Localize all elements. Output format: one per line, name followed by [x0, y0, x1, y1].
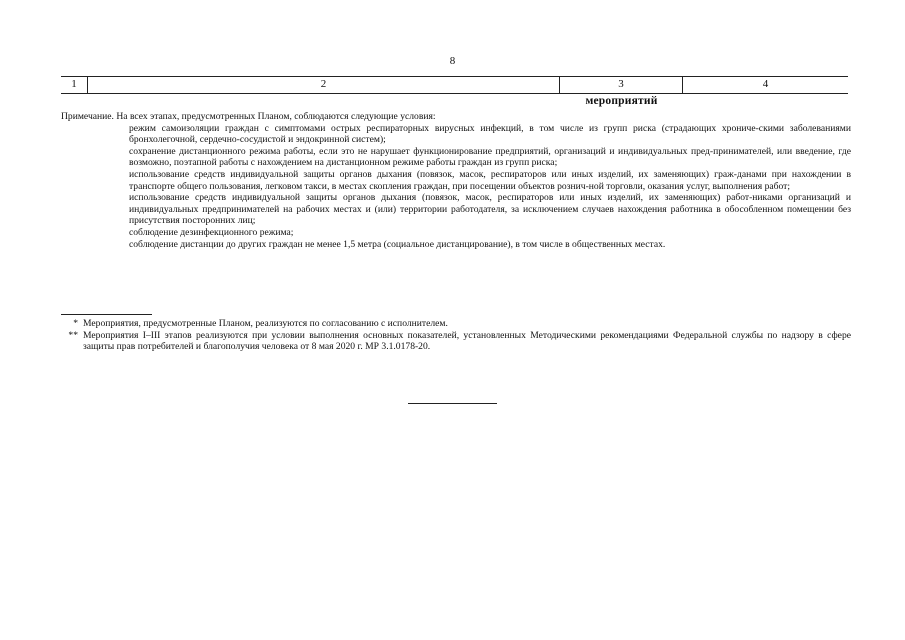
note-condition-item: сохранение дистанционного режима работы, если это не нарушает функционирование предприятий, организаций и индивидуальных пред-принимателей, или введение, где возможно, поэтапной работы с нахождением на дистанционном режиме работы граждан из групп риска;	[129, 145, 851, 169]
footnote-mark: **	[68, 329, 78, 341]
note-conditions-list	[61, 123, 851, 251]
end-of-document-rule	[408, 403, 497, 404]
footnotes	[61, 318, 851, 353]
note-condition-item: режим самоизоляции граждан с симптомами острых респираторных вирусных инфекций, в том числе из групп риска (страдающих хрониче-скими заболеваниями бронхолегочной, сердечно-сосудистой и эндокринной систем);	[129, 122, 851, 146]
footnote-text: Мероприятия, предусмотренные Планом, реализуются по согласованию с исполнителем.	[83, 318, 448, 329]
page-number: 8	[449, 55, 456, 67]
column-number-2: 2	[87, 77, 559, 93]
note-condition-item: использование средств индивидуальной защиты органов дыхания (повязок, масок, респираторов или иных изделий, их заменяющих) граж-данами при нахождении в транспорте общего пользования, легковом такси, в местах скопления граждан, при посещении объектов рознич-ной торговли, оказания услуг, выполнения работ;	[129, 168, 851, 192]
table-column-numbers	[61, 76, 848, 94]
column-number-4: 4	[682, 77, 848, 93]
footnote-separator	[61, 314, 152, 315]
footnote-text: Мероприятия I–III этапов реализуются при условии выполнения основных показателей, установленных Методическими рекомендациями Федеральной службы по надзору в сфере защиты прав потребителей и благополучия человека от 8 мая 2020 г. МР 3.1.0178-20.	[83, 329, 851, 353]
note-lead: Примечание. На всех этапах, предусмотренных Планом, соблюдаются следующие условия:	[61, 111, 436, 122]
footnote-item	[61, 330, 851, 353]
note-condition-item: соблюдение дистанции до других граждан не менее 1,5 метра (социальное дистанцирование), в том числе в общественных местах.	[129, 238, 666, 250]
column-number-3: 3	[559, 77, 682, 93]
note-condition-item: использование средств индивидуальной защиты органов дыхания (повязок, масок, респираторов или иных изделий, их заменяющих) работ-никами организаций и индивидуальных предпринимателей на рабочих местах и (или) территории работодателя, за исключением случаев нахождения работника в обособленном помещении без присутствия посторонних лиц;	[129, 192, 851, 227]
continued-cell-text: мероприятий	[585, 95, 658, 107]
footnote-item	[61, 318, 851, 330]
column-number-1: 1	[71, 78, 77, 90]
footnote-mark: *	[73, 318, 78, 329]
note-condition-item: соблюдение дезинфекционного режима;	[129, 226, 294, 238]
note-block	[61, 111, 851, 250]
